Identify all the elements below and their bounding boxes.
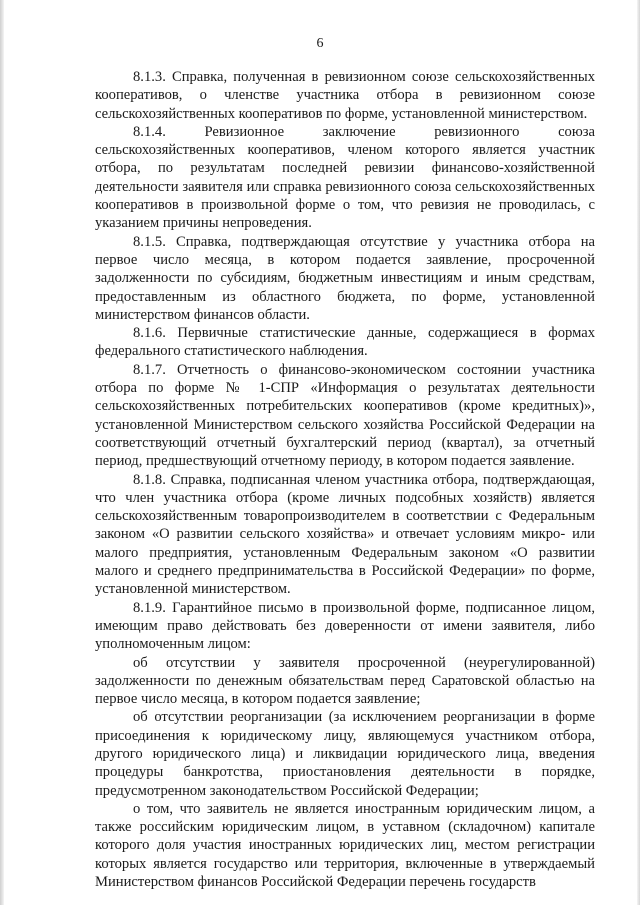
document-body	[95, 68, 595, 891]
scan-edge-left	[0, 0, 4, 905]
guarantee-item-no-debt: об отсутствии у заявителя просроченной (неурегулированной) задолженности по денежным обязательствам перед Саратовской областью на первое число месяца, в котором подается заявление;	[95, 654, 595, 708]
paragraph-8-1-5: 8.1.5. Справка, подтверждающая отсутствие у участника отбора на первое число месяца, в котором подается заявление, просроченной задолженности по субсидиям, бюджетным инвестициям и иным средствам, предоставленным из областного бюджета, по форме, установленной министерством финансов области.	[95, 233, 595, 323]
guarantee-item-no-reorganization: об отсутствии реорганизации (за исключением реорганизации в форме присоединения к юридическому лицу, являющемуся участником отбора, другого юридического лица) и ликвидации юридического лица, введения процедуры банкротства, приостановления деятельности в порядке, предусмотренном законодательством Российской Федерации;	[95, 709, 595, 799]
paragraph-8-1-6: 8.1.6. Первичные статистические данные, содержащиеся в формах федерального статистического наблюдения.	[95, 325, 595, 360]
guarantee-item-not-foreign: о том, что заявитель не является иностранным юридическим лицом, а также российским юридическим лицом, в уставном (складочном) капитале которого доля участия иностранных юридических лиц, местом регистрации которых является государство или территория, включенные в утверждаемый Министерством финансов Российской Федерации перечень государств	[95, 800, 595, 891]
paragraph-8-1-7: 8.1.7. Отчетность о финансово-экономическом состоянии участника отбора по форме № 1-СПР «Информация о результатах деятельности сельскохозяйственных потребительских кооперативов (кроме кредитных)», установленной Министерством сельского хозяйства Российской Федерации на соответствующий отчетный бухгалтерский период (квартал), за отчетный период, предшествующий отчетному периоду, в котором подается заявление.	[95, 361, 595, 470]
paragraph-8-1-4: 8.1.4. Ревизионное заключение ревизионного союза сельскохозяйственных кооперативов, членом которого является участник отбора, по результатам последней ревизии финансово-хозяйственной деятельности заявителя или справка ревизионного союза сельскохозяйственных кооперативов в произвольной форме о том, что ревизия не проводилась, с указанием причины непроведения.	[95, 123, 595, 232]
paragraph-8-1-8: 8.1.8. Справка, подписанная членом участника отбора, подтверждающая, что член участника отбора (кроме личных подсобных хозяйств) является сельскохозяйственным товаропроизводителем в соответствии с Федеральным законом «О развитии сельского хозяйства» и отвечает условиям микро- или малого предприятия, установленным Федеральным законом «О развитии малого и среднего предпринимательства в Российской Федерации» по форме, установленной министерством.	[95, 471, 595, 598]
paragraph-8-1-9: 8.1.9. Гарантийное письмо в произвольной форме, подписанное лицом, имеющим право действовать без доверенности от имени заявителя, либо уполномоченным лицом:	[95, 599, 595, 653]
paragraph-8-1-3: 8.1.3. Справка, полученная в ревизионном союзе сельскохозяйственных кооперативов, о членстве участника отбора в ревизионном союзе сельскохозяйственных кооперативов по форме, установленной министерством.	[95, 69, 595, 122]
page-number: 6	[316, 36, 324, 51]
